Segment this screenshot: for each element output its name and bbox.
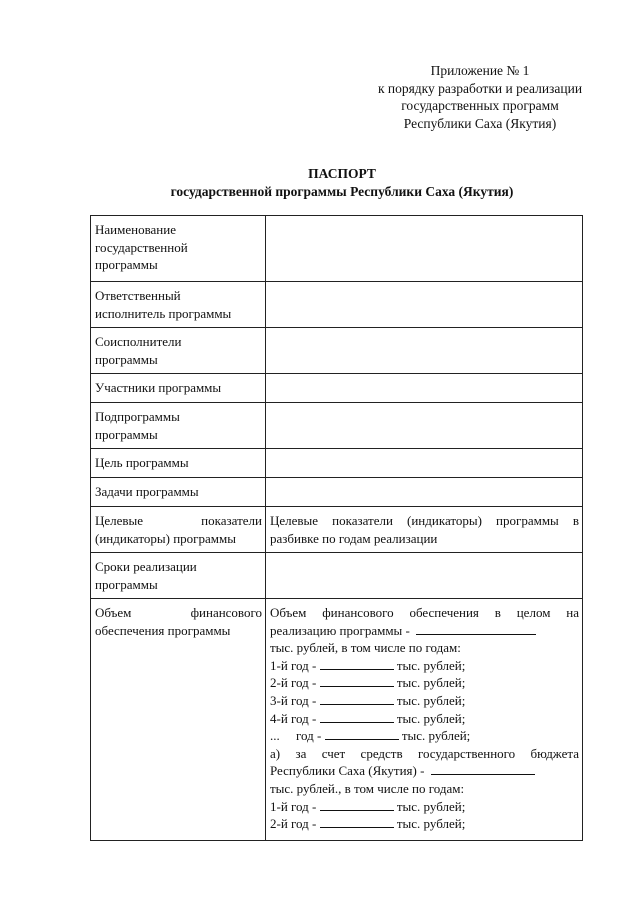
year-label: 3-й год - (270, 692, 317, 708)
financing-details (266, 599, 583, 841)
year-line (270, 657, 579, 675)
unit-label: тыс. рублей; (396, 657, 466, 673)
row-label (91, 403, 266, 449)
row-label (91, 553, 266, 599)
value-text: Республики Саха (Якутия) - (270, 763, 425, 779)
unit-label: тыс. рублей; (396, 692, 466, 708)
table-row (91, 599, 583, 841)
year-label: 1-й год - (270, 798, 317, 814)
year-amount-blank[interactable] (320, 815, 394, 828)
year-label: 2-й год - (270, 675, 317, 691)
label-line: Участники программы (95, 380, 222, 395)
year-label: 4-й год - (270, 710, 317, 726)
label-line: Наименование (95, 222, 176, 237)
unit-label: тыс. рублей; (396, 675, 466, 691)
appendix-header (360, 62, 600, 132)
year-amount-blank[interactable] (320, 798, 394, 811)
table-row (91, 507, 583, 553)
year-line (270, 798, 579, 816)
value-text: реализацию программы - (270, 622, 410, 638)
label-line: Соисполнители (95, 334, 182, 349)
value-line: тыс. рублей., в том числе по годам: (270, 780, 465, 796)
table-row (91, 553, 583, 599)
row-label (91, 478, 266, 507)
row-value-field[interactable] (266, 478, 583, 507)
label-line: Целевые показатели (95, 513, 262, 528)
budget-amount-blank[interactable] (431, 762, 535, 775)
appendix-line: Приложение № 1 (430, 63, 530, 78)
label-line: программы (95, 351, 158, 367)
value-line: разбивке по годам реализации (270, 530, 438, 546)
label-line: Ответственный (95, 288, 181, 303)
value-line: Объем финансового обеспечения в целом на (270, 605, 579, 620)
row-label (91, 374, 266, 403)
value-line: тыс. рублей, в том числе по годам: (270, 640, 461, 656)
label-line: Цель программы (95, 455, 189, 470)
total-amount-blank[interactable] (416, 622, 536, 635)
unit-label: тыс. рублей; (401, 728, 471, 744)
table-row (91, 449, 583, 478)
label-line: Подпрограммы (95, 409, 180, 424)
row-value-field[interactable] (266, 449, 583, 478)
row-label (91, 328, 266, 374)
total-line (270, 622, 579, 640)
table-row (91, 478, 583, 507)
row-value-field[interactable] (266, 553, 583, 599)
label-line: (индикаторы) программы (95, 530, 236, 546)
passport-table (90, 215, 583, 841)
appendix-line: государственных программ (401, 98, 559, 113)
label-line: программы (95, 576, 158, 592)
label-line: Объем финансового (95, 605, 262, 620)
year-line (270, 674, 579, 692)
row-value-field[interactable] (266, 328, 583, 374)
year-amount-blank[interactable] (320, 674, 394, 687)
year-line (270, 692, 579, 710)
budget-line (270, 762, 579, 780)
table-row (91, 282, 583, 328)
table-row (91, 216, 583, 282)
year-label: ... год - (270, 728, 322, 744)
row-value-field[interactable] (266, 374, 583, 403)
table-row (91, 374, 583, 403)
appendix-line: Республики Саха (Якутия) (403, 115, 557, 131)
table-row (91, 403, 583, 449)
value-line: а) за счет средств государственного бюджета (270, 745, 579, 761)
unit-label: тыс. рублей; (396, 710, 466, 726)
row-label (91, 449, 266, 478)
row-label (91, 216, 266, 282)
row-value-field[interactable] (266, 282, 583, 328)
year-line (270, 710, 579, 728)
label-line: обеспечения программы (95, 622, 231, 638)
year-amount-blank[interactable] (325, 727, 399, 740)
row-label (91, 507, 266, 553)
title-sub: государственной программы Республики Саха (Якутия) (170, 184, 514, 199)
label-line: государственной (95, 239, 188, 255)
label-line: Задачи программы (95, 484, 199, 499)
year-label: 1-й год - (270, 657, 317, 673)
document-title (92, 165, 592, 201)
row-value (266, 507, 583, 553)
unit-label: тыс. рублей; (396, 798, 466, 814)
label-line: программы (95, 257, 158, 273)
year-label: 2-й год - (270, 816, 317, 832)
title-main: ПАСПОРТ (308, 166, 376, 181)
year-amount-blank[interactable] (320, 710, 394, 723)
year-line (270, 815, 579, 833)
year-line (270, 727, 579, 745)
year-amount-blank[interactable] (320, 657, 394, 670)
row-value-field[interactable] (266, 216, 583, 282)
label-line: Сроки реализации (95, 559, 197, 574)
value-line: Целевые показатели (индикаторы) программы в (270, 513, 579, 528)
year-amount-blank[interactable] (320, 692, 394, 705)
label-line: программы (95, 426, 158, 442)
label-line: исполнитель программы (95, 305, 232, 321)
row-label (91, 282, 266, 328)
row-value-field[interactable] (266, 403, 583, 449)
unit-label: тыс. рублей; (396, 816, 466, 832)
row-label (91, 599, 266, 841)
appendix-line: к порядку разработки и реализации (377, 80, 583, 96)
table-row (91, 328, 583, 374)
